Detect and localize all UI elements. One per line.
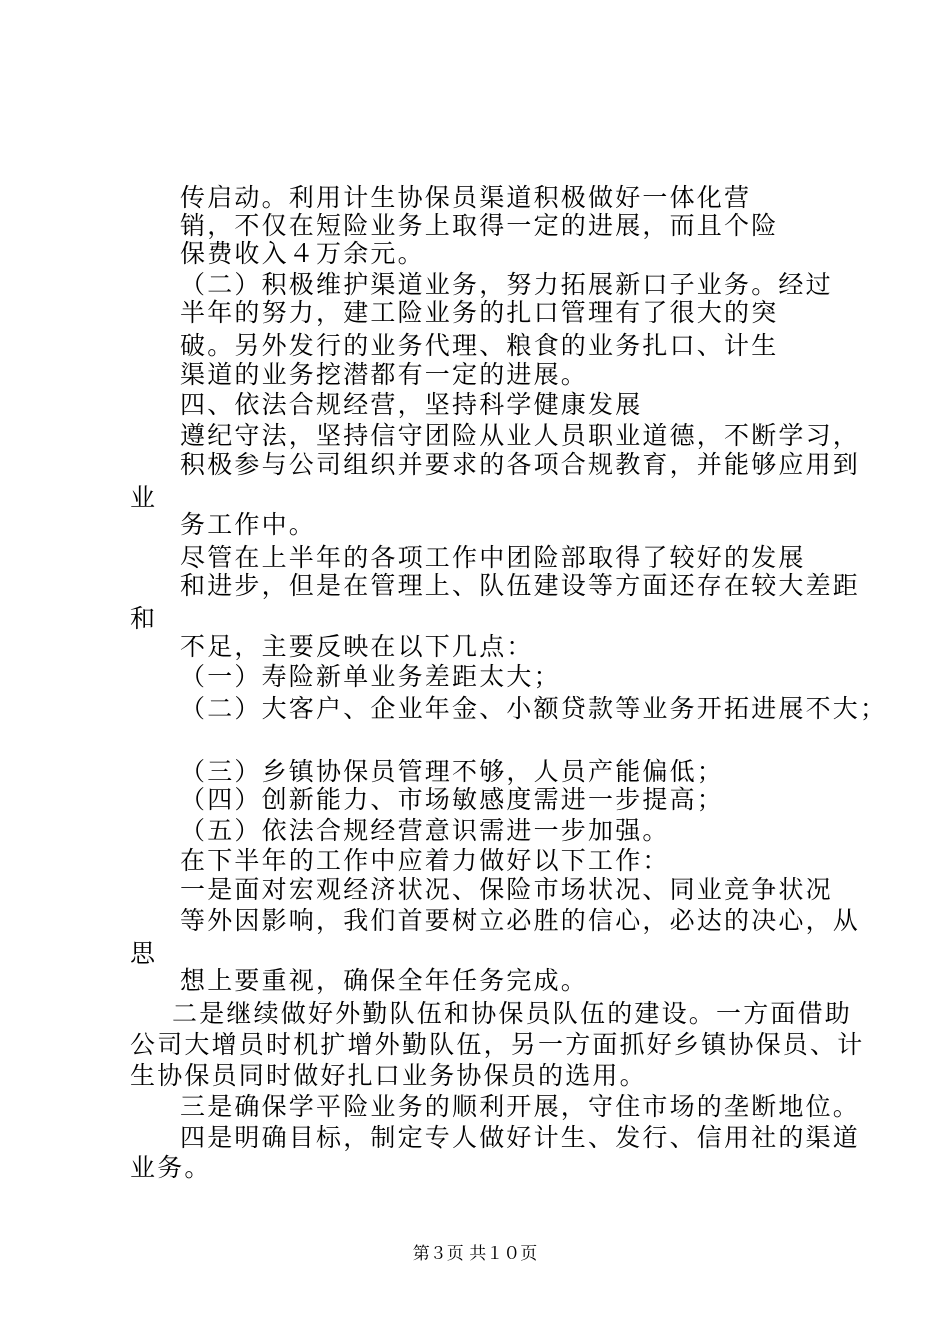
text-line: 传启动。利用计生协保员渠道积极做好一体化营 <box>180 183 752 212</box>
list-item: （二）大客户、企业年金、小额贷款等业务开拓进展不大； <box>180 694 888 723</box>
text-line: 想上要重视，确保全年任务完成。 <box>180 966 589 995</box>
text-line: 销，不仅在短险业务上取得一定的进展，而且个险 <box>180 211 779 240</box>
page-number: 第３页 共１０页 <box>412 1244 538 1264</box>
text-line: 思 <box>130 939 158 968</box>
list-item: （三）乡镇协保员管理不够，人员产能偏低； <box>180 757 725 786</box>
text-line: 不足，主要反映在以下几点： <box>180 632 534 661</box>
text-line: 渠道的业务挖潜都有一定的进展。 <box>180 360 589 389</box>
text-line: 公司大增员时机扩增外勤队伍，另一方面抓好乡镇协保员、计 <box>130 1030 865 1059</box>
text-line: 务工作中。 <box>180 510 317 539</box>
text-line: 四是明确目标，制定专人做好计生、发行、信用社的渠道 <box>180 1123 861 1152</box>
text-line: 积极参与公司组织并要求的各项合规教育，并能够应用到 <box>180 450 861 479</box>
text-line: 保费收入４万余元。 <box>180 239 425 268</box>
text-line: 业务。 <box>130 1153 212 1182</box>
text-line: 和 <box>130 604 158 633</box>
text-line: 尽管在上半年的各项工作中团险部取得了较好的发展 <box>180 543 806 572</box>
list-item: （四）创新能力、市场敏感度需进一步提高； <box>180 785 725 814</box>
text-line: 遵纪守法，坚持信守团险从业人员职业道德，不断学习， <box>180 421 861 450</box>
text-line: 在下半年的工作中应着力做好以下工作： <box>180 846 670 875</box>
text-line: 业 <box>130 483 158 512</box>
text-line: 等外因影响，我们首要树立必胜的信心，必达的决心，从 <box>180 906 861 935</box>
text-line: （二）积极维护渠道业务，努力拓展新口子业务。经过 <box>180 270 833 299</box>
list-item: （一）寿险新单业务差距太大； <box>180 662 561 691</box>
text-line: 半年的努力，建工险业务的扎口管理有了很大的突 <box>180 298 779 327</box>
text-line: 破。另外发行的业务代理、粮食的业务扎口、计生 <box>180 331 779 360</box>
text-line: 一是面对宏观经济状况、保险市场状况、同业竞争状况 <box>180 875 833 904</box>
text-line: 和进步，但是在管理上、队伍建设等方面还存在较大差距 <box>180 571 861 600</box>
text-line: 三是确保学平险业务的顺利开展，守住市场的垄断地位。 <box>180 1092 861 1121</box>
text-line: 二是继续做好外勤队伍和协保员队伍的建设。一方面借助 <box>172 999 853 1028</box>
text-line: 生协保员同时做好扎口业务协保员的选用。 <box>130 1061 647 1090</box>
section-heading: 四、依法合规经营，坚持科学健康发展 <box>180 390 643 419</box>
list-item: （五）依法合规经营意识需进一步加强。 <box>180 816 670 845</box>
